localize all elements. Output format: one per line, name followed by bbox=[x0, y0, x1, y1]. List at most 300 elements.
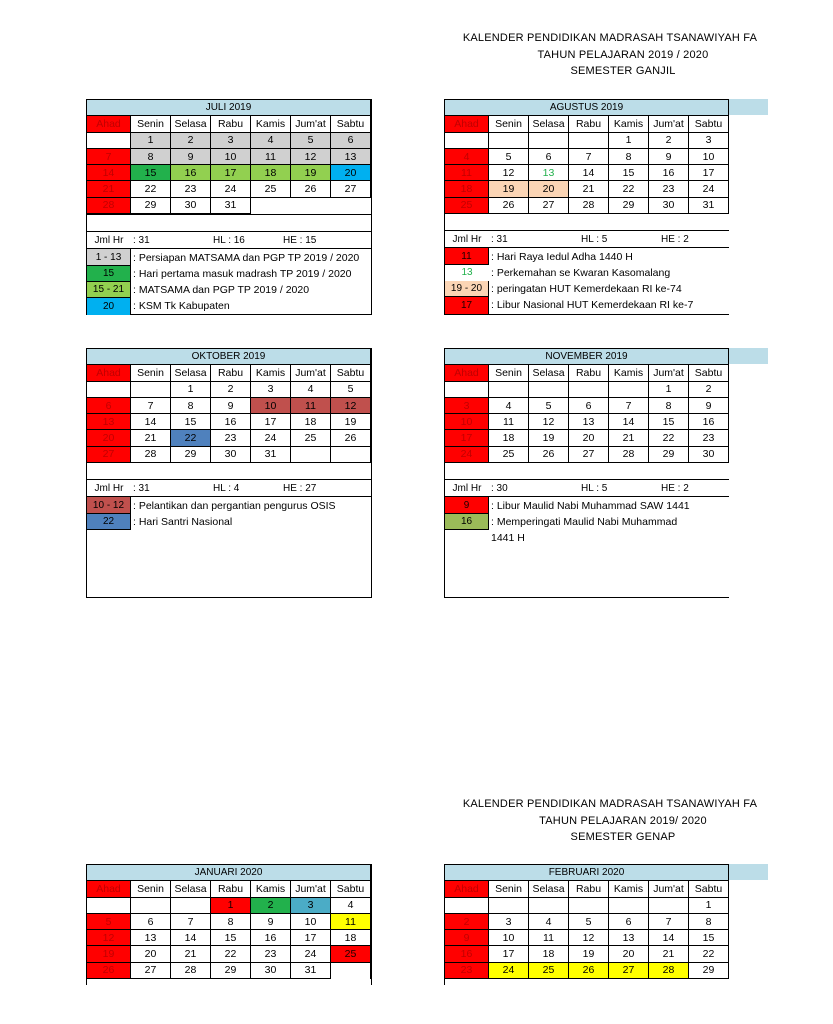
date-cell bbox=[529, 898, 569, 914]
date-cell: 12 bbox=[291, 149, 331, 165]
date-cell: 29 bbox=[689, 963, 729, 979]
header-year: TAHUN PELAJARAN 2019 / 2020 bbox=[537, 48, 709, 61]
date-cell: 31 bbox=[291, 963, 331, 979]
date-cell: 16 bbox=[689, 414, 729, 430]
legend-label: 13 bbox=[461, 267, 473, 279]
date-cell: 20 bbox=[331, 165, 371, 181]
date-cell: 19 bbox=[291, 165, 331, 181]
legend-item bbox=[87, 497, 371, 513]
date-cell bbox=[609, 382, 649, 398]
date-cell: 31 bbox=[689, 198, 729, 214]
empty-cell bbox=[251, 198, 371, 214]
date-cell: 13 bbox=[331, 149, 371, 165]
date-cell: 25 bbox=[445, 198, 489, 214]
date-cell: 28 bbox=[87, 198, 131, 214]
day-header: Ahad bbox=[445, 881, 489, 897]
date-cell bbox=[87, 898, 131, 914]
date-cell: 6 bbox=[609, 914, 649, 930]
legend-text: : Hari Santri Nasional bbox=[133, 515, 233, 528]
date-cell: 15 bbox=[609, 165, 649, 181]
legend-item bbox=[87, 514, 371, 530]
date-cell: 27 bbox=[529, 198, 569, 214]
day-header: Rabu bbox=[569, 365, 609, 381]
hl-value: HL : 5 bbox=[581, 233, 608, 245]
jml-label: Jml Hr bbox=[452, 233, 482, 245]
date-cell: 6 bbox=[87, 398, 131, 414]
legend-text: : Memperingati Maulid Nabi Muhammad bbox=[491, 515, 678, 528]
legend-text: : Libur Maulid Nabi Muhammad SAW 1441 bbox=[491, 499, 690, 512]
date-cell: 9 bbox=[445, 930, 489, 946]
legend-text: : Hari pertama masuk madrash TP 2019 / 2020 bbox=[133, 267, 352, 280]
date-cell: 24 bbox=[251, 430, 291, 446]
month-title: AGUSTUS 2019 bbox=[445, 100, 729, 116]
date-cell: 10 bbox=[291, 914, 331, 930]
legend-label: 16 bbox=[445, 514, 489, 530]
date-cell bbox=[87, 382, 131, 398]
date-cell: 2 bbox=[689, 382, 729, 398]
date-cell: 12 bbox=[87, 930, 131, 946]
date-cell: 2 bbox=[211, 382, 251, 398]
calendar-januari bbox=[86, 864, 372, 985]
legend-label: 17 bbox=[445, 297, 489, 313]
day-header: Senin bbox=[131, 365, 171, 381]
date-cell: 7 bbox=[171, 914, 211, 930]
date-cell: 26 bbox=[291, 181, 331, 197]
day-header: Rabu bbox=[211, 116, 251, 132]
legend-label: 15 - 21 bbox=[87, 282, 131, 298]
legend-item bbox=[445, 530, 729, 546]
date-cell: 26 bbox=[529, 447, 569, 463]
month-title: OKTOBER 2019 bbox=[87, 349, 371, 365]
day-header: Senin bbox=[489, 116, 529, 132]
he-value: HE : 15 bbox=[283, 234, 317, 246]
date-cell: 18 bbox=[331, 930, 371, 946]
legend-text: : peringatan HUT Kemerdekaan RI ke-74 bbox=[491, 283, 682, 296]
date-cell: 1 bbox=[211, 898, 251, 914]
date-cell: 1 bbox=[131, 133, 171, 149]
day-header: Ahad bbox=[87, 116, 131, 132]
legend-text: 1441 H bbox=[491, 532, 525, 545]
spacer-row bbox=[87, 463, 371, 480]
date-cell: 29 bbox=[171, 447, 211, 463]
date-cell: 30 bbox=[649, 198, 689, 214]
date-cell: 18 bbox=[291, 414, 331, 430]
legend-text: : KSM Tk Kabupaten bbox=[133, 300, 230, 313]
date-cell: 22 bbox=[131, 181, 171, 197]
date-cell: 20 bbox=[569, 430, 609, 446]
date-cell: 23 bbox=[211, 430, 251, 446]
date-cell: 12 bbox=[489, 165, 529, 181]
date-cell: 1 bbox=[171, 382, 211, 398]
date-cell: 23 bbox=[251, 946, 291, 962]
hl-value: HL : 5 bbox=[581, 482, 608, 494]
legend-item bbox=[445, 514, 729, 530]
legend-item bbox=[87, 249, 371, 265]
date-cell bbox=[489, 133, 529, 149]
date-cell bbox=[87, 133, 131, 149]
date-cell: 4 bbox=[251, 133, 291, 149]
legend-label: 19 - 20 bbox=[445, 281, 489, 297]
jml-value: : 30 bbox=[491, 482, 508, 494]
date-cell: 5 bbox=[331, 382, 371, 398]
date-cell bbox=[569, 133, 609, 149]
date-cell: 13 bbox=[569, 414, 609, 430]
date-cell: 19 bbox=[87, 946, 131, 962]
date-cell: 14 bbox=[87, 165, 131, 181]
date-cell: 5 bbox=[569, 914, 609, 930]
date-cell: 10 bbox=[689, 149, 729, 165]
date-cell: 16 bbox=[251, 930, 291, 946]
date-cell: 15 bbox=[689, 930, 729, 946]
day-header: Selasa bbox=[171, 365, 211, 381]
date-cell: 24 bbox=[689, 181, 729, 197]
date-cell: 31 bbox=[211, 198, 251, 214]
date-cell: 23 bbox=[689, 430, 729, 446]
date-cell: 5 bbox=[87, 914, 131, 930]
day-header: Sabtu bbox=[331, 365, 371, 381]
date-cell: 4 bbox=[489, 398, 529, 414]
date-cell: 26 bbox=[331, 430, 371, 446]
date-cell: 12 bbox=[529, 414, 569, 430]
jml-label: Jml Hr bbox=[94, 482, 124, 494]
date-cell: 1 bbox=[609, 133, 649, 149]
jml-label: Jml Hr bbox=[452, 482, 482, 494]
legend-label: 20 bbox=[87, 298, 131, 314]
day-header: Kamis bbox=[251, 881, 291, 897]
date-cell: 6 bbox=[529, 149, 569, 165]
date-cell: 2 bbox=[251, 898, 291, 914]
date-cell: 17 bbox=[251, 414, 291, 430]
date-cell: 28 bbox=[131, 447, 171, 463]
day-header: Selasa bbox=[529, 365, 569, 381]
date-cell: 24 bbox=[211, 181, 251, 197]
summary-row bbox=[445, 231, 729, 248]
date-cell: 3 bbox=[689, 133, 729, 149]
date-cell: 25 bbox=[251, 181, 291, 197]
date-cell: 20 bbox=[529, 181, 569, 197]
date-cell: 16 bbox=[445, 946, 489, 962]
date-cell bbox=[131, 382, 171, 398]
date-cell: 3 bbox=[445, 398, 489, 414]
date-cell bbox=[331, 447, 371, 463]
date-cell bbox=[445, 898, 489, 914]
day-header: Ahad bbox=[87, 365, 131, 381]
he-value: HE : 2 bbox=[661, 233, 689, 245]
legend-item bbox=[445, 497, 729, 513]
date-cell: 27 bbox=[87, 447, 131, 463]
day-header: Rabu bbox=[569, 881, 609, 897]
date-cell: 30 bbox=[211, 447, 251, 463]
date-cell: 9 bbox=[251, 914, 291, 930]
date-cell: 7 bbox=[87, 149, 131, 165]
date-cell: 6 bbox=[131, 914, 171, 930]
date-cell: 24 bbox=[489, 963, 529, 979]
date-cell: 30 bbox=[689, 447, 729, 463]
day-header: Sabtu bbox=[689, 365, 729, 381]
date-cell: 11 bbox=[489, 414, 529, 430]
date-cell: 17 bbox=[445, 430, 489, 446]
date-cell bbox=[489, 382, 529, 398]
date-cell: 21 bbox=[131, 430, 171, 446]
legend-item bbox=[445, 281, 729, 297]
day-header: Rabu bbox=[211, 881, 251, 897]
date-cell: 21 bbox=[569, 181, 609, 197]
calendar-oktober bbox=[86, 348, 372, 598]
hl-value: HL : 16 bbox=[213, 234, 245, 246]
legend-text: : Perkemahan se Kwaran Kasomalang bbox=[491, 266, 671, 279]
date-cell: 8 bbox=[131, 149, 171, 165]
date-cell: 7 bbox=[609, 398, 649, 414]
date-cell bbox=[445, 133, 489, 149]
jml-value: : 31 bbox=[133, 234, 150, 246]
date-cell bbox=[489, 898, 529, 914]
date-cell: 9 bbox=[171, 149, 211, 165]
day-header: Kamis bbox=[609, 116, 649, 132]
date-cell bbox=[569, 382, 609, 398]
date-cell bbox=[529, 382, 569, 398]
semester-ganjil-header bbox=[340, 30, 760, 80]
date-cell: 17 bbox=[291, 930, 331, 946]
day-header: Kamis bbox=[609, 881, 649, 897]
date-cell: 19 bbox=[529, 430, 569, 446]
date-cell: 28 bbox=[649, 963, 689, 979]
date-cell: 8 bbox=[211, 914, 251, 930]
date-cell: 23 bbox=[171, 181, 211, 197]
date-cell: 30 bbox=[171, 198, 211, 214]
date-cell: 10 bbox=[251, 398, 291, 414]
date-cell: 8 bbox=[649, 398, 689, 414]
date-cell: 5 bbox=[489, 149, 529, 165]
date-cell: 11 bbox=[331, 914, 371, 930]
calendar-februari bbox=[444, 864, 729, 985]
day-header: Selasa bbox=[529, 116, 569, 132]
jml-value: : 31 bbox=[491, 233, 508, 245]
date-cell: 21 bbox=[609, 430, 649, 446]
date-cell: 29 bbox=[649, 447, 689, 463]
he-value: HE : 2 bbox=[661, 482, 689, 494]
date-cell: 3 bbox=[211, 133, 251, 149]
date-cell: 20 bbox=[131, 946, 171, 962]
legend-text: : Persiapan MATSAMA dan PGP TP 2019 / 2020 bbox=[133, 251, 360, 264]
date-cell: 19 bbox=[569, 946, 609, 962]
date-cell bbox=[649, 898, 689, 914]
date-cell: 2 bbox=[171, 133, 211, 149]
date-cell: 15 bbox=[171, 414, 211, 430]
day-header: Kamis bbox=[251, 116, 291, 132]
day-header: Selasa bbox=[171, 116, 211, 132]
date-cell: 24 bbox=[291, 946, 331, 962]
jml-label: Jml Hr bbox=[94, 234, 124, 246]
date-cell: 10 bbox=[489, 930, 529, 946]
month-title: JULI 2019 bbox=[87, 100, 371, 116]
date-cell: 20 bbox=[87, 430, 131, 446]
date-cell: 22 bbox=[609, 181, 649, 197]
day-header: Sabtu bbox=[689, 116, 729, 132]
date-cell: 12 bbox=[569, 930, 609, 946]
day-header: Senin bbox=[131, 116, 171, 132]
date-cell: 14 bbox=[609, 414, 649, 430]
date-cell: 1 bbox=[649, 382, 689, 398]
date-cell: 14 bbox=[171, 930, 211, 946]
legend-item bbox=[445, 248, 729, 264]
date-cell: 16 bbox=[171, 165, 211, 181]
date-cell: 26 bbox=[87, 963, 131, 979]
date-cell: 4 bbox=[445, 149, 489, 165]
date-cell: 18 bbox=[445, 181, 489, 197]
legend-text: : Pelantikan dan pergantian pengurus OSIS bbox=[133, 499, 336, 512]
he-value: HE : 27 bbox=[283, 482, 317, 494]
date-cell: 25 bbox=[291, 430, 331, 446]
spacer-row bbox=[445, 214, 729, 231]
date-cell: 18 bbox=[489, 430, 529, 446]
date-cell: 7 bbox=[131, 398, 171, 414]
date-cell: 4 bbox=[291, 382, 331, 398]
date-cell: 31 bbox=[251, 447, 291, 463]
date-cell bbox=[331, 963, 371, 979]
jml-value: : 31 bbox=[133, 482, 150, 494]
legend-text: : Libur Nasional HUT Kemerdekaan RI ke-7 bbox=[491, 299, 694, 312]
day-header: Jum'at bbox=[649, 365, 689, 381]
day-header: Selasa bbox=[171, 881, 211, 897]
date-cell: 27 bbox=[609, 963, 649, 979]
legend-item bbox=[87, 298, 371, 314]
date-cell: 26 bbox=[489, 198, 529, 214]
date-cell: 3 bbox=[251, 382, 291, 398]
date-cell bbox=[171, 898, 211, 914]
header-semester: SEMESTER GANJIL bbox=[570, 65, 676, 77]
date-cell: 15 bbox=[649, 414, 689, 430]
date-cell: 7 bbox=[569, 149, 609, 165]
date-cell: 22 bbox=[171, 430, 211, 446]
date-cell: 24 bbox=[445, 447, 489, 463]
date-cell: 28 bbox=[609, 447, 649, 463]
date-cell: 25 bbox=[331, 946, 371, 962]
legend-label: 10 - 12 bbox=[87, 497, 131, 513]
legend-label: 1 - 13 bbox=[87, 249, 131, 265]
date-cell: 4 bbox=[331, 898, 371, 914]
date-cell: 16 bbox=[649, 165, 689, 181]
date-cell: 27 bbox=[569, 447, 609, 463]
date-cell: 20 bbox=[609, 946, 649, 962]
date-cell: 25 bbox=[489, 447, 529, 463]
date-cell bbox=[609, 898, 649, 914]
date-cell: 30 bbox=[251, 963, 291, 979]
date-cell: 17 bbox=[211, 165, 251, 181]
date-cell: 26 bbox=[569, 963, 609, 979]
legend-item bbox=[87, 282, 371, 298]
day-header: Jum'at bbox=[291, 116, 331, 132]
date-cell: 15 bbox=[211, 930, 251, 946]
summary-row bbox=[87, 480, 371, 497]
day-header: Senin bbox=[489, 881, 529, 897]
calendar-agustus bbox=[444, 99, 729, 315]
date-cell: 2 bbox=[445, 914, 489, 930]
date-cell: 13 bbox=[609, 930, 649, 946]
month-title: FEBRUARI 2020 bbox=[445, 865, 729, 881]
date-cell: 29 bbox=[131, 198, 171, 214]
day-header: Jum'at bbox=[649, 881, 689, 897]
date-cell bbox=[445, 382, 489, 398]
date-cell: 21 bbox=[649, 946, 689, 962]
date-cell: 10 bbox=[445, 414, 489, 430]
date-cell: 10 bbox=[211, 149, 251, 165]
summary-row bbox=[87, 232, 371, 249]
date-cell: 28 bbox=[569, 198, 609, 214]
header-title: KALENDER PENDIDIKAN MADRASAH TSANAWIYAH FA bbox=[462, 32, 758, 44]
date-cell: 11 bbox=[529, 930, 569, 946]
legend-label: 9 bbox=[445, 497, 489, 513]
semester-genap-header bbox=[340, 796, 760, 846]
legend-text: : MATSAMA dan PGP TP 2019 / 2020 bbox=[133, 284, 310, 297]
date-cell: 5 bbox=[529, 398, 569, 414]
date-cell: 7 bbox=[649, 914, 689, 930]
date-cell: 3 bbox=[291, 898, 331, 914]
date-cell: 13 bbox=[529, 165, 569, 181]
date-cell: 21 bbox=[171, 946, 211, 962]
date-cell: 17 bbox=[689, 165, 729, 181]
date-cell bbox=[569, 898, 609, 914]
date-cell: 18 bbox=[529, 946, 569, 962]
legend-label: 11 bbox=[445, 248, 489, 264]
date-cell: 9 bbox=[211, 398, 251, 414]
date-cell: 13 bbox=[87, 414, 131, 430]
header-year: TAHUN PELAJARAN 2019/ 2020 bbox=[539, 814, 707, 827]
date-cell: 29 bbox=[609, 198, 649, 214]
legend-text: : Hari Raya Iedul Adha 1440 H bbox=[491, 250, 633, 263]
day-header: Ahad bbox=[445, 365, 489, 381]
date-cell: 28 bbox=[171, 963, 211, 979]
date-cell: 22 bbox=[689, 946, 729, 962]
date-cell: 15 bbox=[131, 165, 171, 181]
date-cell: 8 bbox=[689, 914, 729, 930]
day-header: Sabtu bbox=[689, 881, 729, 897]
date-cell: 6 bbox=[331, 133, 371, 149]
date-cell bbox=[131, 898, 171, 914]
date-cell: 14 bbox=[131, 414, 171, 430]
legend-item bbox=[445, 265, 729, 281]
month-title: JANUARI 2020 bbox=[87, 865, 371, 881]
day-header: Sabtu bbox=[331, 116, 371, 132]
date-cell: 18 bbox=[251, 165, 291, 181]
day-header: Ahad bbox=[445, 116, 489, 132]
day-header: Selasa bbox=[529, 881, 569, 897]
legend-label: 22 bbox=[87, 514, 131, 530]
day-header: Senin bbox=[489, 365, 529, 381]
date-cell: 9 bbox=[689, 398, 729, 414]
calendar-juli bbox=[86, 99, 372, 315]
day-header: Rabu bbox=[569, 116, 609, 132]
date-cell: 11 bbox=[291, 398, 331, 414]
date-cell: 19 bbox=[331, 414, 371, 430]
date-cell: 3 bbox=[489, 914, 529, 930]
date-cell: 22 bbox=[649, 430, 689, 446]
date-cell: 27 bbox=[331, 181, 371, 197]
header-title: KALENDER PENDIDIKAN MADRASAH TSANAWIYAH FA bbox=[462, 798, 758, 810]
day-header: Senin bbox=[131, 881, 171, 897]
date-cell: 17 bbox=[489, 946, 529, 962]
date-cell: 27 bbox=[131, 963, 171, 979]
date-cell: 16 bbox=[211, 414, 251, 430]
date-cell: 8 bbox=[171, 398, 211, 414]
date-cell: 29 bbox=[211, 963, 251, 979]
date-cell: 25 bbox=[529, 963, 569, 979]
spacer-row bbox=[445, 463, 729, 480]
date-cell: 5 bbox=[291, 133, 331, 149]
date-cell bbox=[291, 447, 331, 463]
legend-item bbox=[87, 266, 371, 282]
date-cell: 11 bbox=[251, 149, 291, 165]
day-header: Jum'at bbox=[291, 365, 331, 381]
